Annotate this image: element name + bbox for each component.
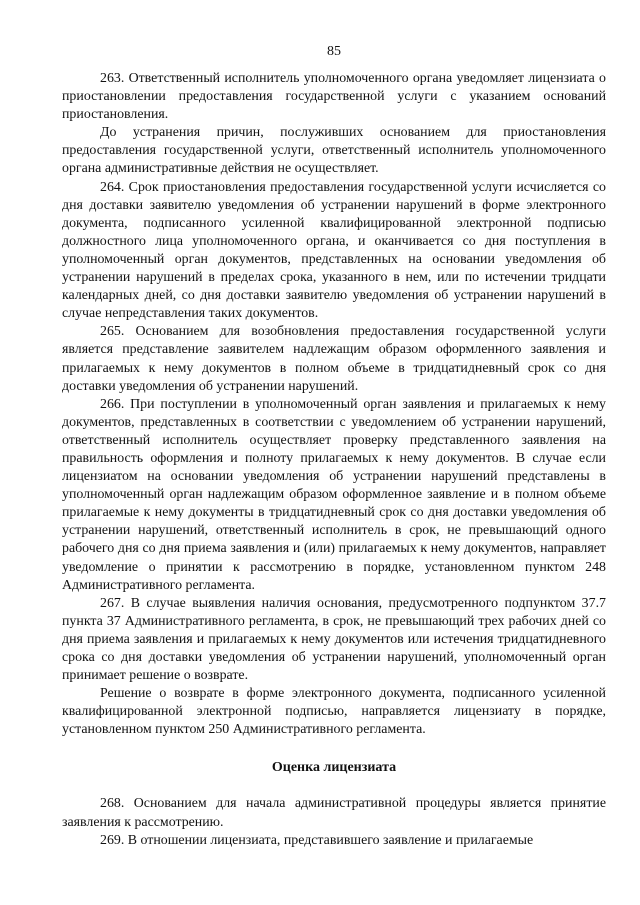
section-heading: Оценка лицензиата — [271, 760, 397, 776]
paragraph-267: 267. В случае выявления наличия основания, предусмотренного подпунктом 37.7 пункта 37 Административного регламента, в срок, не превышающий трех рабочих дней со дня приема заявления и прилагаемых к нему документов или истечения тридцатидневного срока со дня доставки уведомления об устранении нарушений, уполномоченный орган принимает решение о возврате. — [62, 595, 606, 684]
paragraph-267-decision: Решение о возврате в форме электронного документа, подписанного усиленной квалифицированной электронной подписью, направляется лицензиату в порядке, установленном пунктом 250 Административного регламента. — [62, 686, 606, 738]
paragraph-268: 268. Основанием для начала административной процедуры является принятие заявления к рассмотрению. — [62, 796, 606, 830]
paragraph-265: 265. Основанием для возобновления предоставления государственной услуги является представление заявителем надлежащим образом оформленного заявления и прилагаемых к нему документов в полном объеме в тридцатидневный срок со дня доставки уведомления об устранении нарушений. — [62, 324, 606, 394]
paragraph-264: 264. Срок приостановления предоставления государственной услуги исчисляется со дня доставки заявителю уведомления об устранении нарушений в форме электронного документа, подписанного усиленной квалифицированной электронной подписью должностного лица уполномоченного органа, и оканчивается со дня поступления в уполномоченный орган документов, представленных на основании уведомления об устранении нарушений в пределах срока, указанного в нем, или по истечении тридцати календарных дней, со дня доставки заявителю уведомления об устранении нарушений в случае непредставления таких документов. — [62, 179, 606, 322]
paragraph-269: 269. В отношении лицензиата, представившего заявление и прилагаемые — [100, 832, 534, 848]
paragraph-266: 266. При поступлении в уполномоченный орган заявления и прилагаемых к нему документов, представленных в соответствии с уведомлением об устранении нарушений, ответственный исполнитель осуществляет проверку представленного заявления на правильность оформления и полноту прилагаемых к нему документов. В случае если лицензиатом на основании уведомления об устранении нарушений представлены в уполномоченный орган надлежащим образом оформленное заявление и в полном объеме прилагаемые к нему документы в тридцатидневный срок со дня доставки уведомления об устранении нарушений, ответственный исполнитель в срок, не превышающий одного рабочего дня со дня приема заявления и (или) прилагаемых к нему документов, направляет уведомление о принятии к рассмотрению в порядке, установленном пунктом 248 Административного регламента. — [62, 396, 606, 593]
paragraph-263: 263. Ответственный исполнитель уполномоченного органа уведомляет лицензиата о приостановлении предоставления государственной услуги с указанием оснований приостановления. — [62, 71, 606, 123]
paragraph-263-continuation: До устранения причин, послуживших основанием для приостановления предоставления государственной услуги, ответственный исполнитель уполномоченного органа административные действия не осуществляет. — [62, 125, 606, 177]
page-number: 85 — [327, 44, 341, 59]
